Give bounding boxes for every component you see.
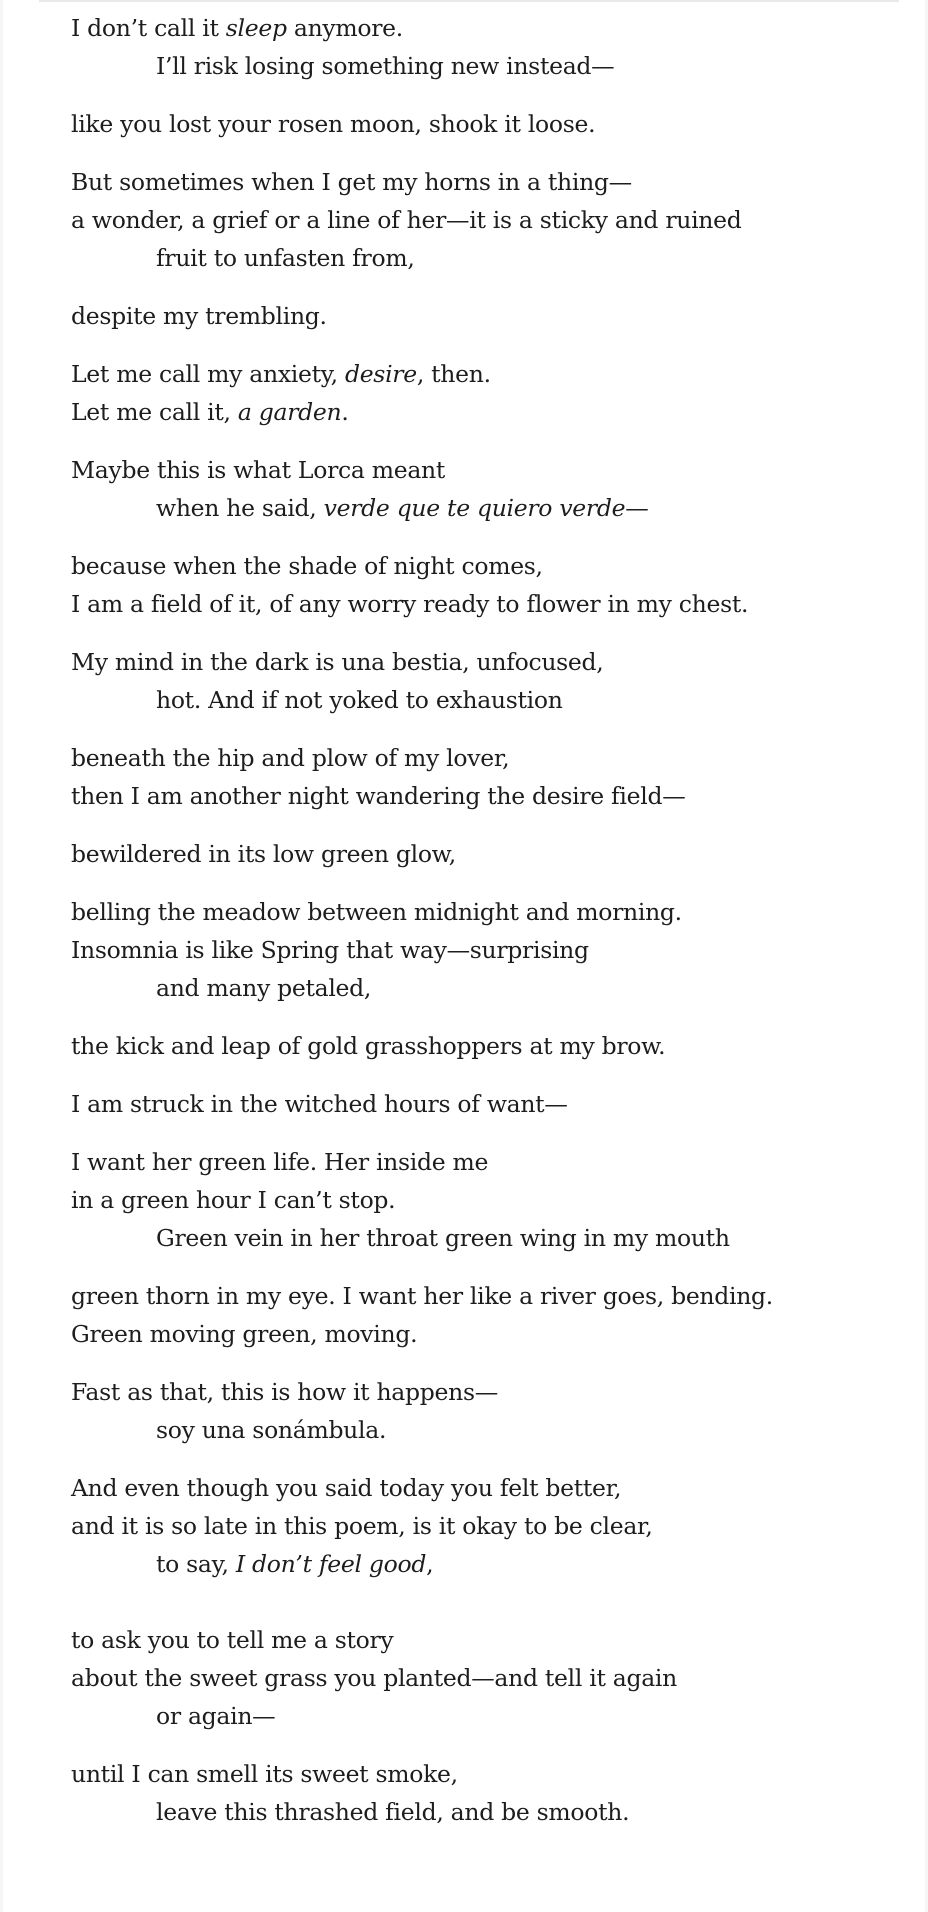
line-text: or again— — [156, 1702, 276, 1730]
line-text: — — [625, 494, 649, 522]
poem-line — [71, 893, 911, 931]
line-text: despite my trembling. — [71, 302, 327, 330]
poem-line — [71, 239, 911, 277]
line-text: Fast as that, this is how it happens— — [71, 1378, 498, 1406]
line-text: I want her green life. Her inside me — [71, 1148, 489, 1176]
poem-line — [71, 643, 911, 681]
poem-line — [71, 585, 911, 623]
stanza — [71, 105, 911, 143]
poem-line — [71, 1277, 911, 1315]
poem-line — [71, 1469, 911, 1507]
poem-line — [71, 1621, 911, 1659]
line-text: I don’t call it — [71, 14, 226, 42]
line-text: , — [426, 1550, 434, 1578]
stanza — [71, 1373, 911, 1449]
line-text: anymore. — [286, 14, 403, 42]
line-text: Green moving green, moving. — [71, 1320, 418, 1348]
stanza — [71, 1085, 911, 1123]
line-text: My mind in the dark is una bestia, unfocused, — [71, 648, 604, 676]
poem-line — [71, 1085, 911, 1123]
poem-line — [71, 1219, 911, 1257]
line-text: when he said, — [156, 494, 324, 522]
poem-line — [71, 47, 911, 85]
line-text: a wonder, a grief or a line of her—it is a sticky and ruined — [71, 206, 742, 234]
line-text: soy una sonámbula. — [156, 1416, 387, 1444]
stanza — [71, 1143, 911, 1257]
line-text: until I can smell its sweet smoke, — [71, 1760, 458, 1788]
italic-text: verde que te quiero verde — [323, 494, 626, 522]
stanza — [71, 643, 911, 719]
line-text: Green vein in her throat green wing in my mouth — [156, 1224, 730, 1252]
poem-line — [71, 681, 911, 719]
poem-line — [71, 163, 911, 201]
poem-line — [71, 1755, 911, 1793]
poem-line — [71, 547, 911, 585]
italic-text: sleep — [225, 14, 287, 42]
stanza — [71, 1027, 911, 1065]
poem-line — [71, 835, 911, 873]
poem-body — [71, 9, 911, 1851]
line-text: then I am another night wandering the desire field— — [71, 782, 686, 810]
stanza — [71, 1277, 911, 1353]
poem-line — [71, 1659, 911, 1697]
poem-line — [71, 451, 911, 489]
line-text: bewildered in its low green glow, — [71, 840, 456, 868]
line-text: to say, — [156, 1550, 236, 1578]
line-text: to ask you to tell me a story — [71, 1626, 394, 1654]
line-text: and it is so late in this poem, is it okay to be clear, — [71, 1512, 653, 1540]
line-text: beneath the hip and plow of my lover, — [71, 744, 510, 772]
top-divider — [39, 0, 899, 2]
poem-line — [71, 105, 911, 143]
line-text: fruit to unfasten from, — [156, 244, 415, 272]
line-text: the kick and leap of gold grasshoppers at my brow. — [71, 1032, 666, 1060]
line-text: , then. — [416, 360, 491, 388]
poem-line — [71, 297, 911, 335]
poem-line — [71, 1697, 911, 1735]
poem-line — [71, 1373, 911, 1411]
stanza — [71, 739, 911, 815]
line-text: like you lost your rosen moon, shook it loose. — [71, 110, 596, 138]
stanza — [71, 1621, 911, 1735]
stanza — [71, 1755, 911, 1831]
line-text: Let me call it, — [71, 398, 238, 426]
line-text: about the sweet grass you planted—and tell it again — [71, 1664, 677, 1692]
italic-text: desire — [344, 360, 417, 388]
stanza — [71, 163, 911, 277]
line-text: Insomnia is like Spring that way—surprising — [71, 936, 589, 964]
poem-line — [71, 355, 911, 393]
page — [3, 0, 925, 1912]
line-text: I’ll risk losing something new instead— — [156, 52, 615, 80]
poem-line — [71, 1411, 911, 1449]
line-text: Maybe this is what Lorca meant — [71, 456, 446, 484]
poem-line — [71, 777, 911, 815]
italic-text: a garden — [237, 398, 342, 426]
line-text: leave this thrashed field, and be smooth. — [156, 1798, 630, 1826]
line-text: . — [341, 398, 349, 426]
stanza — [71, 355, 911, 431]
stanza — [71, 1469, 911, 1583]
poem-line — [71, 931, 911, 969]
line-text: and many petaled, — [156, 974, 372, 1002]
poem-line — [71, 1143, 911, 1181]
poem-line — [71, 489, 911, 527]
line-text: I am a field of it, of any worry ready to flower in my chest. — [71, 590, 749, 618]
poem-line — [71, 9, 911, 47]
poem-line — [71, 1027, 911, 1065]
poem-line — [71, 1181, 911, 1219]
line-text: I am struck in the witched hours of want— — [71, 1090, 568, 1118]
stanza — [71, 893, 911, 1007]
stanza — [71, 547, 911, 623]
line-text: But sometimes when I get my horns in a thing— — [71, 168, 632, 196]
line-text: in a green hour I can’t stop. — [71, 1186, 396, 1214]
line-text: Let me call my anxiety, — [71, 360, 345, 388]
line-text: because when the shade of night comes, — [71, 552, 543, 580]
italic-text: I don’t feel good — [235, 1550, 427, 1578]
stanza — [71, 297, 911, 335]
poem-line — [71, 969, 911, 1007]
line-text: And even though you said today you felt better, — [71, 1474, 622, 1502]
poem-line — [71, 1793, 911, 1831]
line-text: hot. And if not yoked to exhaustion — [156, 686, 563, 714]
poem-line — [71, 1545, 911, 1583]
stanza — [71, 9, 911, 85]
line-text: belling the meadow between midnight and morning. — [71, 898, 682, 926]
poem-line — [71, 393, 911, 431]
stanza — [71, 451, 911, 527]
poem-line — [71, 201, 911, 239]
stanza — [71, 835, 911, 873]
poem-line — [71, 1315, 911, 1353]
line-text: green thorn in my eye. I want her like a river goes, bending. — [71, 1282, 773, 1310]
poem-line — [71, 739, 911, 777]
poem-line — [71, 1507, 911, 1545]
